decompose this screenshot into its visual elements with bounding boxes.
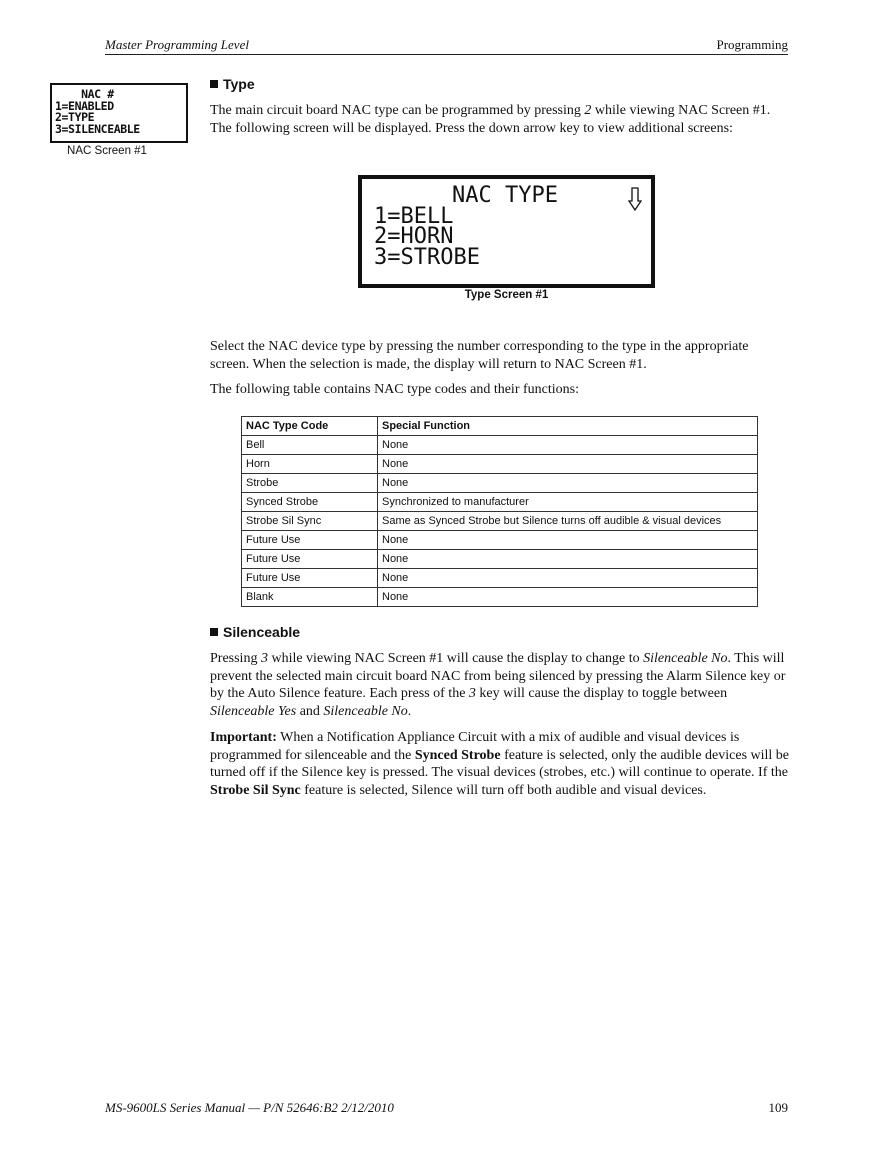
table-cell: None: [378, 550, 758, 569]
table-cell: None: [378, 436, 758, 455]
text-run: feature is selected, only the audible devices will be turned off if the Silence key is pressed. The visual devices (strobes, etc.) will continue to operate. If the: [210, 747, 790, 780]
bullet-square-icon: [210, 80, 218, 88]
table-cell: None: [378, 531, 758, 550]
text-run: The main circuit board NAC type can be programmed by pressing: [210, 103, 585, 118]
key-number: 3: [468, 686, 476, 701]
table-cell: Future Use: [242, 569, 378, 588]
nac-screen-line: 1=ENABLED: [55, 98, 114, 113]
key-number: 3: [260, 651, 268, 666]
table-cell: Strobe: [242, 474, 378, 493]
table-cell: Blank: [242, 588, 378, 607]
table-cell: Bell: [242, 436, 378, 455]
silenceable-heading: [210, 624, 300, 640]
text-run: .: [407, 703, 412, 719]
feature-name: Strobe Sil Sync: [210, 782, 301, 798]
table-row: [242, 569, 758, 588]
key-number: 2: [584, 103, 592, 118]
text-run: . This will prevent the selected main circuit board NAC from being silenced by pressing the Alarm Silence key or by the Auto Silence feature. Each press of the: [210, 651, 786, 701]
nac-screen-line: 2=TYPE: [55, 110, 95, 124]
table-row: [242, 512, 758, 531]
table-header-row: [242, 417, 758, 436]
table-row: [242, 531, 758, 550]
table-cell: Synchronized to manufacturer: [378, 493, 758, 512]
option-text: Silenceable No: [323, 703, 408, 719]
table-row: [242, 588, 758, 607]
nac-screen-caption: NAC Screen #1: [67, 145, 147, 157]
table-cell: None: [378, 588, 758, 607]
silenceable-paragraph-2: [210, 729, 790, 799]
table-cell: None: [378, 455, 758, 474]
nac-type-table: [241, 416, 758, 607]
nac-screen-line: NAC #: [55, 87, 114, 101]
table-cell: None: [378, 569, 758, 588]
table-cell: Future Use: [242, 531, 378, 550]
text-run: and: [296, 703, 324, 719]
table-row: [242, 493, 758, 512]
type-screen-line: 1=BELL: [374, 203, 454, 229]
text-run: feature is selected, Silence will turn off both audible and visual devices.: [300, 782, 707, 798]
option-text: Silenceable Yes: [210, 703, 297, 719]
nac-screen-line: 3=SILENCEABLE: [55, 121, 140, 136]
text-run: When a Notification Appliance Circuit with a mix of audible and visual devices is programmed for silenceable and the: [210, 730, 740, 763]
table-cell: Strobe Sil Sync: [242, 512, 378, 531]
page-number: 109: [768, 1100, 788, 1115]
type-heading-text: Type: [223, 76, 255, 92]
header-section: Master Programming Level: [105, 37, 249, 52]
text-run: while viewing NAC Screen #1. The following screen will be displayed. Press the down arrow key to view additional screens:: [210, 103, 771, 136]
down-arrow-icon: [628, 187, 642, 211]
type-paragraph-3: The following table contains NAC type codes and their functions:: [210, 382, 579, 397]
header-chapter: Programming: [716, 37, 788, 52]
feature-name: Synced Strobe: [414, 747, 501, 763]
table-cell: Same as Synced Strobe but Silence turns off audible & visual devices: [378, 512, 758, 531]
table-row: [242, 455, 758, 474]
type-heading: [210, 76, 255, 92]
type-screen-line: 2=HORN: [374, 224, 454, 249]
type-screen-line: 3=STROBE: [374, 244, 480, 270]
type-paragraph-1: [210, 102, 790, 137]
important-label: Important:: [210, 730, 277, 745]
table-row: [242, 474, 758, 493]
column-header: NAC Type Code: [242, 417, 378, 436]
table-row: [242, 436, 758, 455]
option-text: Silenceable No: [643, 651, 728, 666]
table-cell: Future Use: [242, 550, 378, 569]
bullet-square-icon: [210, 628, 218, 636]
table-row: [242, 550, 758, 569]
text-run: Pressing: [210, 651, 261, 666]
text-run: key will cause the display to toggle between: [475, 686, 728, 701]
footer-manual: MS-9600LS Series Manual — P/N 52646:B2 2/12/2010: [105, 1100, 394, 1115]
text-run: while viewing NAC Screen #1 will cause the display to change to: [267, 651, 644, 666]
type-screen-display: [358, 175, 655, 288]
silenceable-heading-text: Silenceable: [223, 624, 301, 640]
nac-screen-display: [50, 83, 188, 143]
table-cell: Horn: [242, 455, 378, 474]
type-paragraph-2: Select the NAC device type by pressing the number corresponding to the type in the appropriate screen. When the selection is made, the display will return to NAC Screen #1.: [210, 339, 749, 372]
table-cell: None: [378, 474, 758, 493]
type-screen-title: NAC TYPE: [452, 183, 558, 208]
page-header: [105, 36, 788, 55]
table-cell: Synced Strobe: [242, 493, 378, 512]
silenceable-paragraph-1: [210, 650, 790, 720]
type-screen-caption: Type Screen #1: [464, 289, 549, 301]
column-header: Special Function: [378, 417, 758, 436]
